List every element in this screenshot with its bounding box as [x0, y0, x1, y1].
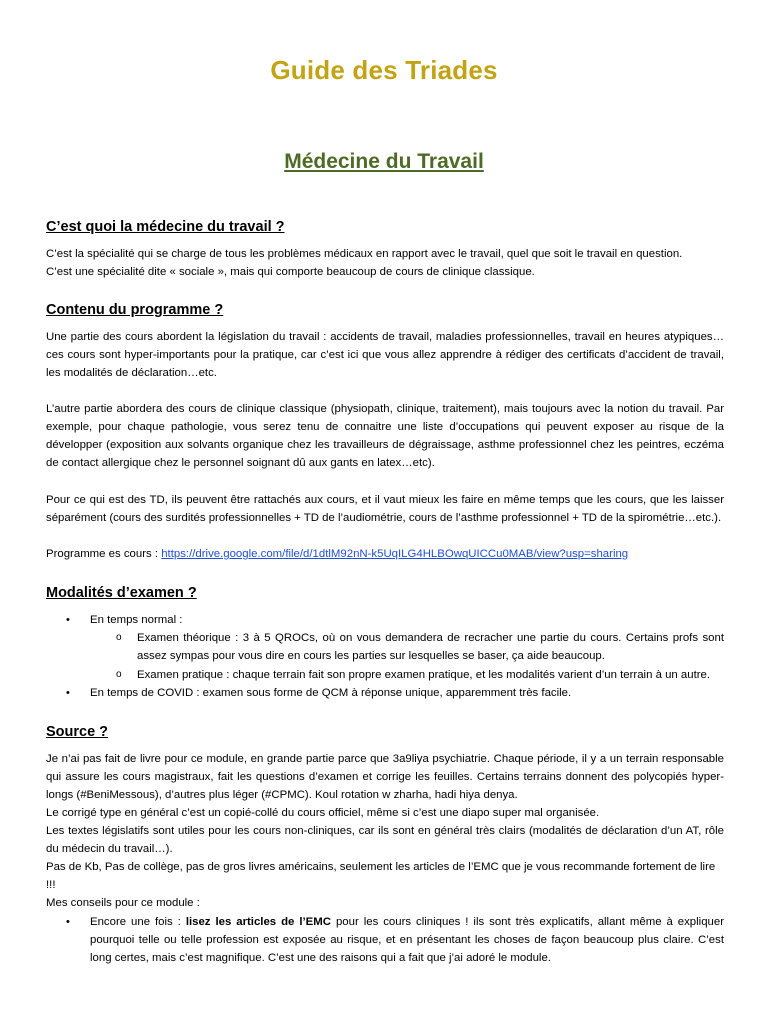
- document-subtitle: Médecine du Travail: [284, 150, 484, 173]
- definition-line-2: C’est une spécialité dite « sociale », mais qui comporte beaucoup de cours de clinique classique.: [46, 266, 535, 278]
- sub-bullet-icon: o: [116, 632, 122, 643]
- advice-prefix: Encore une fois :: [90, 916, 186, 928]
- program-paragraph-3: Pour ce qui est des TD, ils peuvent être rattachés aux cours, et il vaut mieux les faire en même temps que les cours, que les laisser séparément (cours des surdités professionnelles + TD de l’audiométrie, cours de l’asthme professionnel + TD de la spirométrie…etc.).: [46, 494, 724, 524]
- section-heading-program: Contenu du programme ?: [46, 302, 224, 318]
- bullet-icon: •: [66, 687, 70, 699]
- bullet-icon: •: [66, 614, 70, 626]
- advice-title: Mes conseils pour ce module :: [46, 897, 200, 909]
- exam-normal-item: En temps normal :: [90, 614, 183, 626]
- source-line-2: Le corrigé type en général c’est un copié-collé du cours officiel, même si c’est une diapo super mal organisée.: [46, 807, 600, 819]
- program-paragraph-2: L’autre partie abordera des cours de clinique classique (physiopath, clinique, traitement), mais toujours avec la notion du travail. Par exemple, pour chaque pathologie, vous serez tenu de connaitre une liste d’occupations qui peuvent exposer au risque de la développer (exposition aux solvants organique chez les travailleurs de dégraissage, asthme professionnel chez les peintres, eczéma de contact allergique chez le personnel soignant dû aux gants en latex…etc).: [46, 403, 724, 469]
- section-heading-exam: Modalités d’examen ?: [46, 585, 197, 601]
- section-heading-definition: C’est quoi la médecine du travail ?: [46, 219, 285, 235]
- definition-line-1: C’est la spécialité qui se charge de tous les problèmes médicaux en rapport avec le travail, quel que soit le travail en question.: [46, 248, 683, 260]
- exam-theory-item: Examen théorique : 3 à 5 QROCs, où on vous demandera de recracher une partie du cours. Certains profs sont assez sympas pour vous dire en cours les parties sur lesquelles se baser, ça aide beaucoup.: [137, 632, 724, 662]
- sub-bullet-icon: o: [116, 669, 122, 680]
- source-line-4: Pas de Kb, Pas de collège, pas de gros livres américains, seulement les articles de l’EMC que je vous recommande fortement de lire !!!: [46, 861, 716, 891]
- advice-item: [90, 913, 724, 967]
- program-link[interactable]: https://drive.google.com/file/d/1dtlM92nN-k5UqILG4HLBOwqUICCu0MAB/view?usp=sharing: [161, 548, 629, 560]
- advice-text: pour les cours cliniques ! ils sont très explicatifs, allant même à expliquer pourquoi telle ou telle profession est exposée au risque, et en présentant les choses de façon beaucoup plus claire. C’est long certes, mais c’est magnifique. C’est une des raisons qui a fait que j’ai adoré le module.: [90, 916, 724, 964]
- exam-practical-item: Examen pratique : chaque terrain fait son propre examen pratique, et les modalités varient d’un terrain à un autre.: [137, 669, 711, 681]
- exam-covid-item: En temps de COVID : examen sous forme de QCM à réponse unique, apparemment très facile.: [90, 687, 572, 699]
- program-link-line: [46, 545, 724, 563]
- advice-emphasis: lisez les articles de l’EMC: [185, 916, 331, 928]
- program-link-label: Programme es cours :: [46, 548, 162, 560]
- document-title: Guide des Triades: [270, 55, 498, 85]
- bullet-icon: •: [66, 916, 70, 928]
- section-heading-source: Source ?: [46, 724, 109, 740]
- program-paragraph-1: Une partie des cours abordent la législation du travail : accidents de travail, maladies professionnelles, travail en heures atypiques… ces cours sont hyper-importants pour la pratique, car c’est ici que vous allez apprendre à rédiger des certificats d’accident de travail, les modalités de déclaration…etc.: [46, 331, 724, 379]
- source-paragraph-1: Je n’ai pas fait de livre pour ce module, en grande partie parce que 3a9liya psychiatrie. Chaque période, il y a un terrain responsable qui assure les cours magistraux, fait les questions d’examen et corrige les feuilles. Certains terrains donnent des polycopiés hyper-longs (#BeniMessous), d’autres plus léger (#CPMC). Koul rotation w zharha, hadi hiya denya.: [46, 753, 724, 801]
- source-paragraph-3: Les textes législatifs sont utiles pour les cours non-cliniques, car ils sont en général très clairs (modalités de déclaration d’un AT, rôle du médecin du travail…).: [46, 825, 724, 855]
